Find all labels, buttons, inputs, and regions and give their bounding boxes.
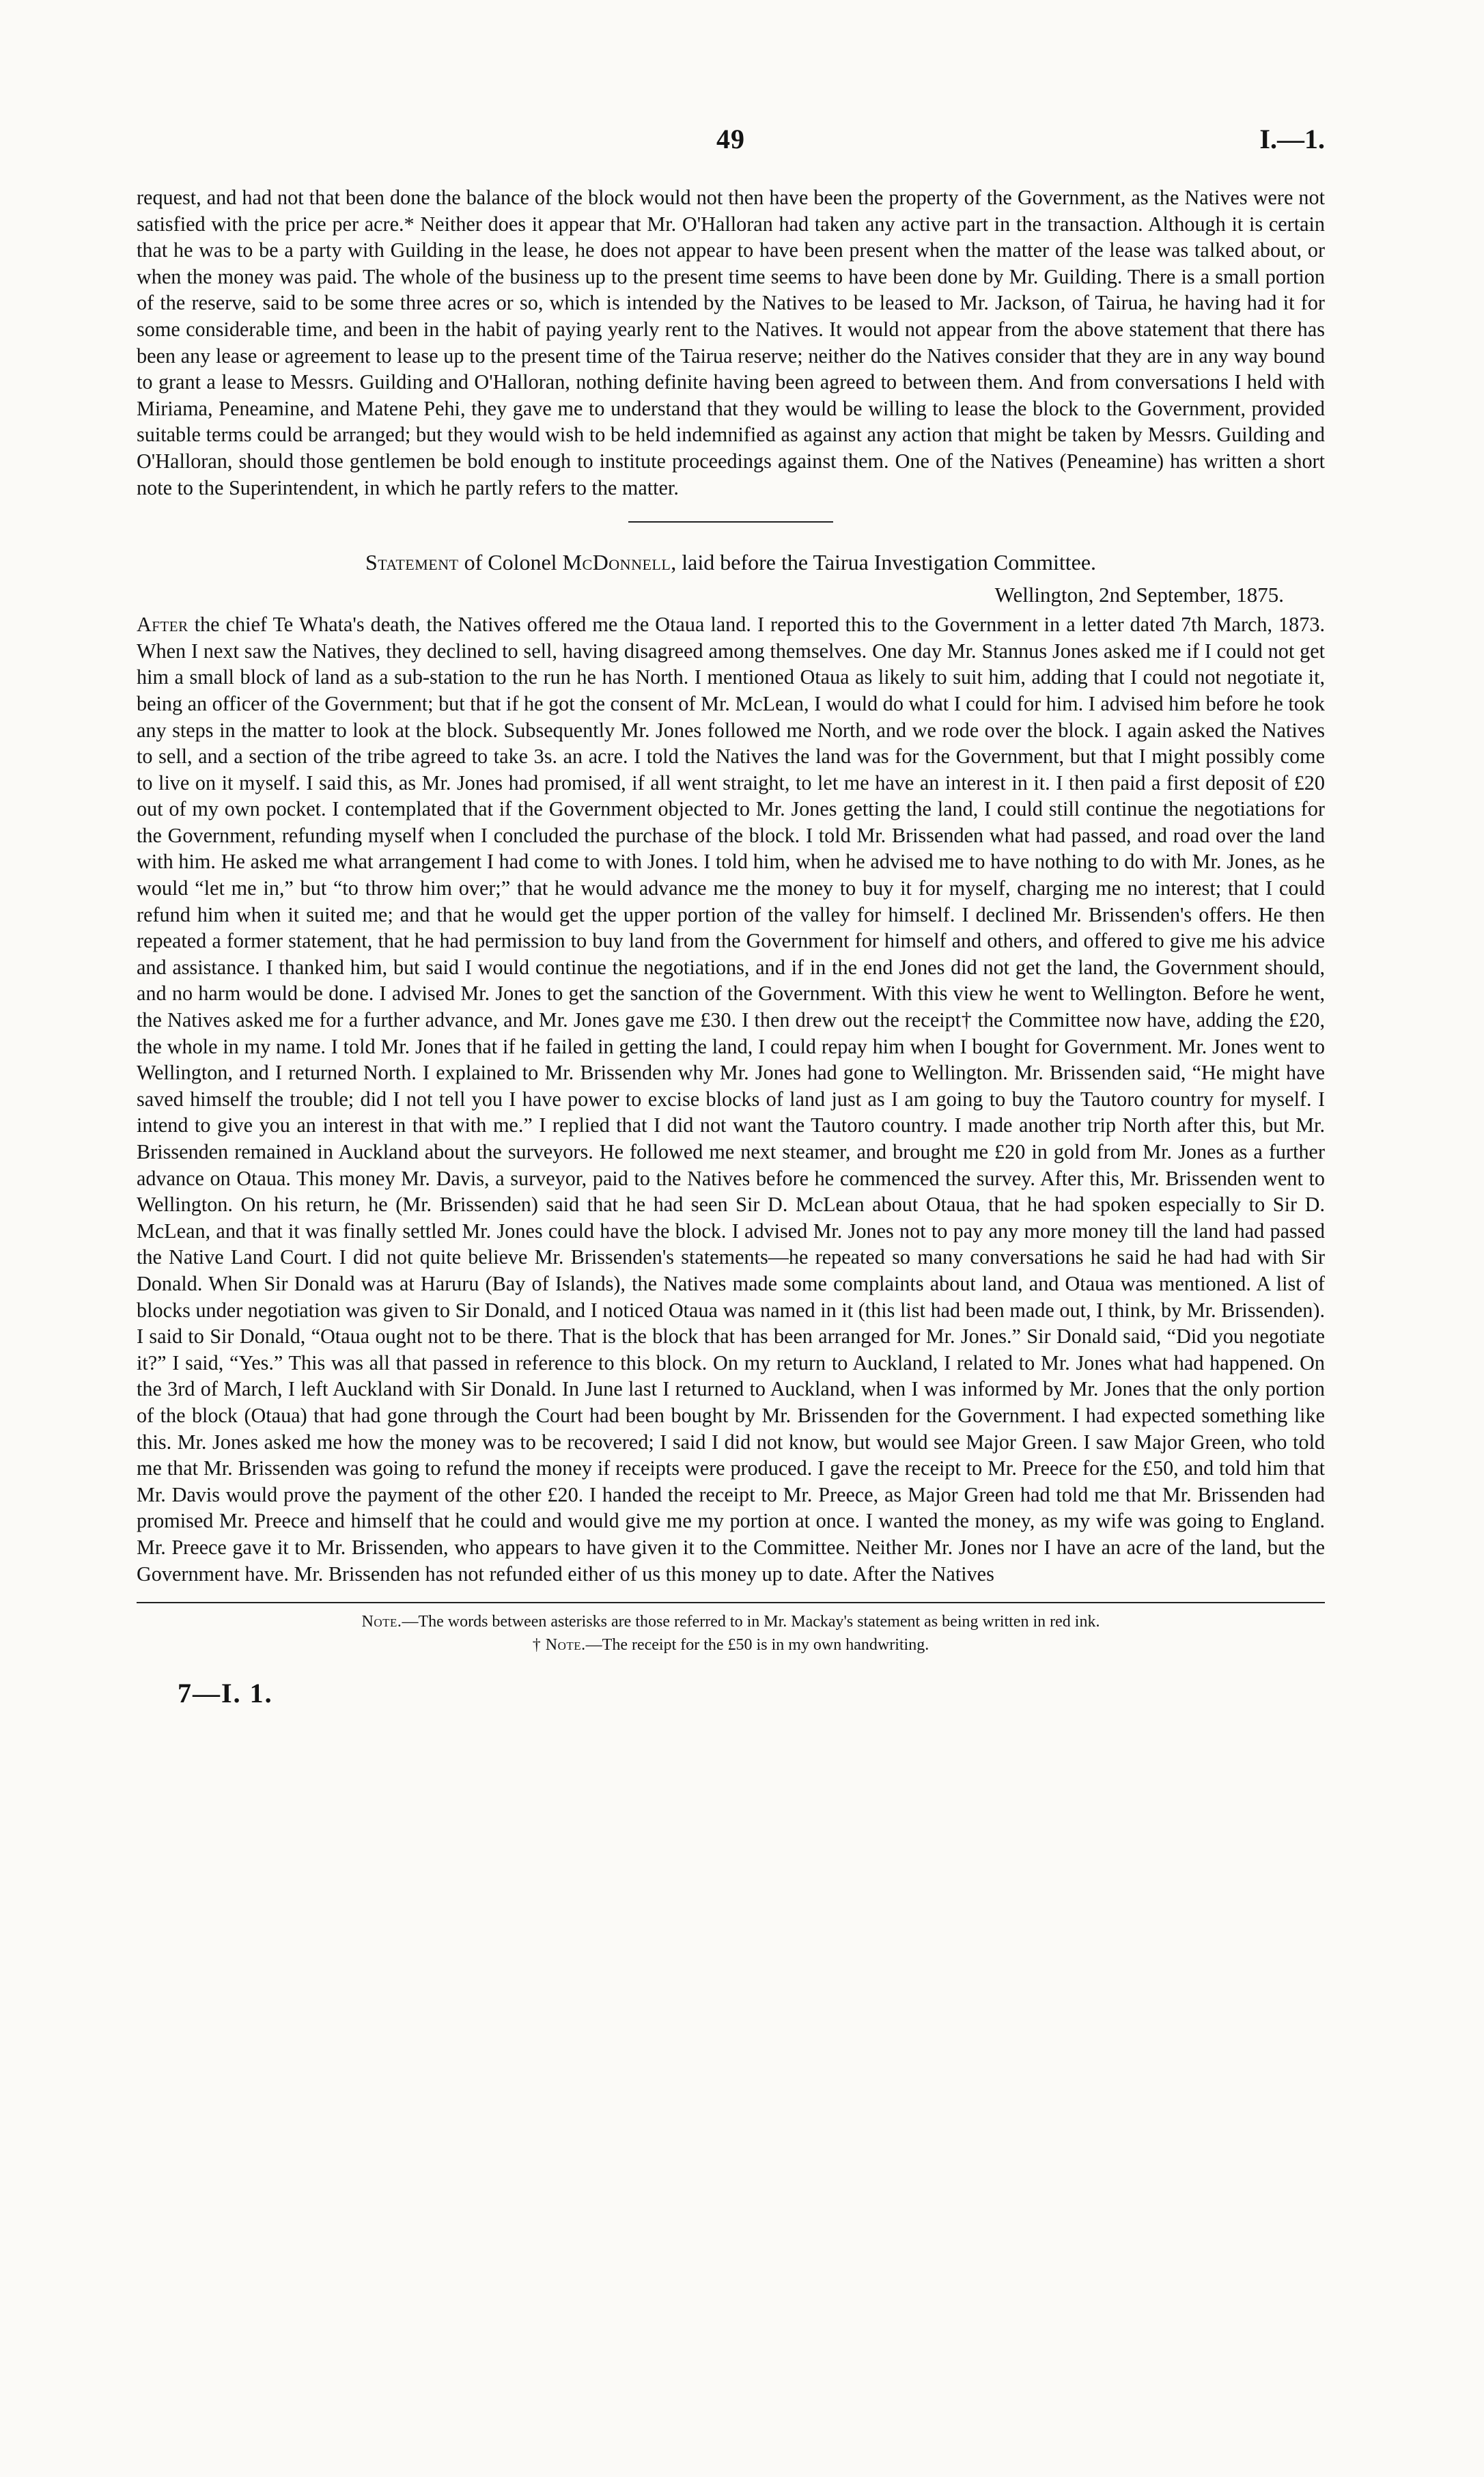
section-divider <box>628 521 833 523</box>
footnote-1 <box>137 1610 1325 1633</box>
statement-title-mid: of Colonel <box>458 550 563 575</box>
statement-title-word: Statement <box>365 550 459 575</box>
footnote-1-label: Note. <box>361 1613 402 1631</box>
statement-body-text: the chief Te Whata's death, the Natives offered me the Otaua land. I reported this to the Government in a letter dated 7th March, 1873. When I next saw the Natives, they declined to sell, having disagreed among themselves. One day Mr. Stannus Jones asked me if I could not get him a small block of land as a sub-station to the run he has North. I mentioned Otaua as likely to suit him, adding that I could not negotiate it, being an officer of the Government; but that if he got the consent of Mr. McLean, I would do what I could for him. I advised him before he took any steps in the matter to look at the block. Subsequently Mr. Jones followed me North, and we rode over the block. I again asked the Natives to sell, and a section of the tribe agreed to take 3s. an acre. I told the Natives the land was for the Government, but that I might possibly come to live on it myself. I said this, as Mr. Jones had promised, if all went straight, to let me have an interest in it. I then paid a first deposit of £20 out of my own pocket. I contemplated that if the Government objected to Mr. Jones getting the land, I could still continue the negotiations for the Government, refunding myself when I concluded the purchase of the block. I told Mr. Brissenden what had passed, and road over the land with him. He asked me what arrangement I had come to with Jones. I told him, when he advised me to have nothing to do with Mr. Jones, as he would “let me in,” but “to throw him over;” that he would advance me the money to buy it for myself, charging me no interest; that I could refund him when it suited me; and that he would get the upper portion of the valley for himself. I declined Mr. Brissenden's offers. He then repeated a former statement, that he had permission to buy land from the Government for himself and others, and offered to give me his advice and assistance. I thanked him, but said I would continue the negotiations, and if in the end Jones did not get the land, the Government should, and no harm would be done. I advised Mr. Jones to get the sanction of the Government. With this view he went to Wellington. Before he went, the Natives asked me for a further advance, and Mr. Jones gave me £30. I then drew out the receipt† the Committee now have, adding the £20, the whole in my name. I told Mr. Jones that if he failed in getting the land, I could repay him when I bought for Government. Mr. Jones went to Wellington, and I returned North. I explained to Mr. Brissenden why Mr. Jones had gone to Wellington. Mr. Brissenden said, “He might have saved himself the trouble; did I not tell you I have power to excise blocks of land just as I am going to buy the Tautoro country for myself. I intend to give you an interest in that with me.” I replied that I did not want the Tautoro country. I made another trip North after this, but Mr. Brissenden remained in Auckland about the surveyors. He followed me next steamer, and brought me £20 in gold from Mr. Jones as a further advance on Otaua. This money Mr. Davis, a surveyor, paid to the Natives before he commenced the survey. After this, Mr. Brissenden went to Wellington. On his return, he (Mr. Brissenden) said that he had seen Sir D. McLean about Otaua, that he had spoken especially to Sir D. McLean, and that it was finally settled Mr. Jones could have the block. I advised Mr. Jones not to pay any more money till the land had passed the Native Land Court. I did not quite believe Mr. Brissenden's statements—he repeated so many conversations he said he had had with Sir Donald. When Sir Donald was at Haruru (Bay of Islands), the Natives made some complaints about land, and Otaua was mentioned. A list of blocks under negotiation was given to Sir Donald, and I noticed Otaua was named in it (this list had been made out, I think, by Mr. Brissenden). I said to Sir Donald, “Otaua ought not to be there. That is the block that has been arranged for Mr. Jones.” Sir Donald said, “Did you negotiate it?” I said, “Yes.” This was all that passed in reference to this block. On my return to Auckland, I related to Mr. Jones what had happened. On the 3rd of March, I left Auckland with Sir Donald. In June last I returned to Auckland, when I was informed by Mr. Jones that the only portion of the block (Otaua) that had gone through the Court had been bought by Mr. Brissenden for the Government. I had expected something like this. Mr. Jones asked me how the money was to be recovered; I said I did not know, but would see Major Green. I saw Major Green, who told me that Mr. Brissenden was going to refund the money if receipts were produced. I gave the receipt to Mr. Preece for the £50, and told him that Mr. Davis would prove the payment of the other £20. I handed the receipt to Mr. Preece, as Major Green had told me that Mr. Brissenden had promised Mr. Preece and himself that he could and would give me my portion at once. I wanted the money, as my wife was going to England. Mr. Preece gave it to Mr. Brissenden, who appears to have given it to the Committee. Neither Mr. Jones nor I have an acre of the land, but the Government have. Mr. Brissenden has not refunded either of us this money up to date. After the Natives <box>137 613 1325 1586</box>
footnote-divider <box>137 1602 1325 1603</box>
footnote-1-text: —The words between asterisks are those referred to in Mr. Mackay's statement as being written in red ink. <box>402 1613 1100 1631</box>
page-header <box>137 123 1325 184</box>
statement-body <box>137 611 1325 1587</box>
document-reference: I.—1. <box>1259 124 1325 154</box>
document-page <box>137 123 1325 1709</box>
signature-mark: 7—I. 1. <box>178 1678 273 1709</box>
statement-date: Wellington, 2nd September, 1875. <box>994 583 1284 607</box>
statement-title-name: McDonnell <box>562 550 671 575</box>
statement-opening-word: After <box>137 613 188 637</box>
footnote-2-label: † Note. <box>532 1636 586 1655</box>
page-number: 49 <box>716 124 745 154</box>
intro-paragraph: request, and had not that been done the balance of the block would not then have been the property of the Government, as the Natives were not satisfied with the price per acre.* Neither does it appear that Mr. O'Halloran had taken any active part in the transaction. Although it is certain that he was to be a party with Guilding in the lease, he does not appear to have been present when the matter of the lease was talked about, or when the money was paid. The whole of the business up to the present time seems to have been done by Mr. Guilding. There is a small portion of the reserve, said to be some three acres or so, which is intended by the Natives to be leased to Mr. Jackson, of Tairua, he having had it for some considerable time, and been in the habit of paying yearly rent to the Natives. It would not appear from the above statement that there has been any lease or agreement to lease up to the present time of the Tairua reserve; neither do the Natives consider that they are in any way bound to grant a lease to Messrs. Guilding and O'Halloran, nothing definite having been agreed to between them. And from conversations I held with Miriama, Peneamine, and Matene Pehi, they gave me to understand that they would be willing to lease the block to the Government, provided suitable terms could be arranged; but they would wish to be held indemnified as against any action that might be taken by Messrs. Guilding and O'Halloran, should those gentlemen be bold enough to institute proceedings against them. One of the Natives (Peneamine) has written a short note to the Superintendent, in which he partly refers to the matter. <box>137 186 1325 499</box>
statement-title-end: , laid before the Tairua Investigation Committee. <box>671 550 1097 575</box>
footnote-2 <box>137 1633 1325 1657</box>
statement-heading <box>137 549 1325 576</box>
footnote-2-text: —The receipt for the £50 is in my own handwriting. <box>585 1636 929 1655</box>
